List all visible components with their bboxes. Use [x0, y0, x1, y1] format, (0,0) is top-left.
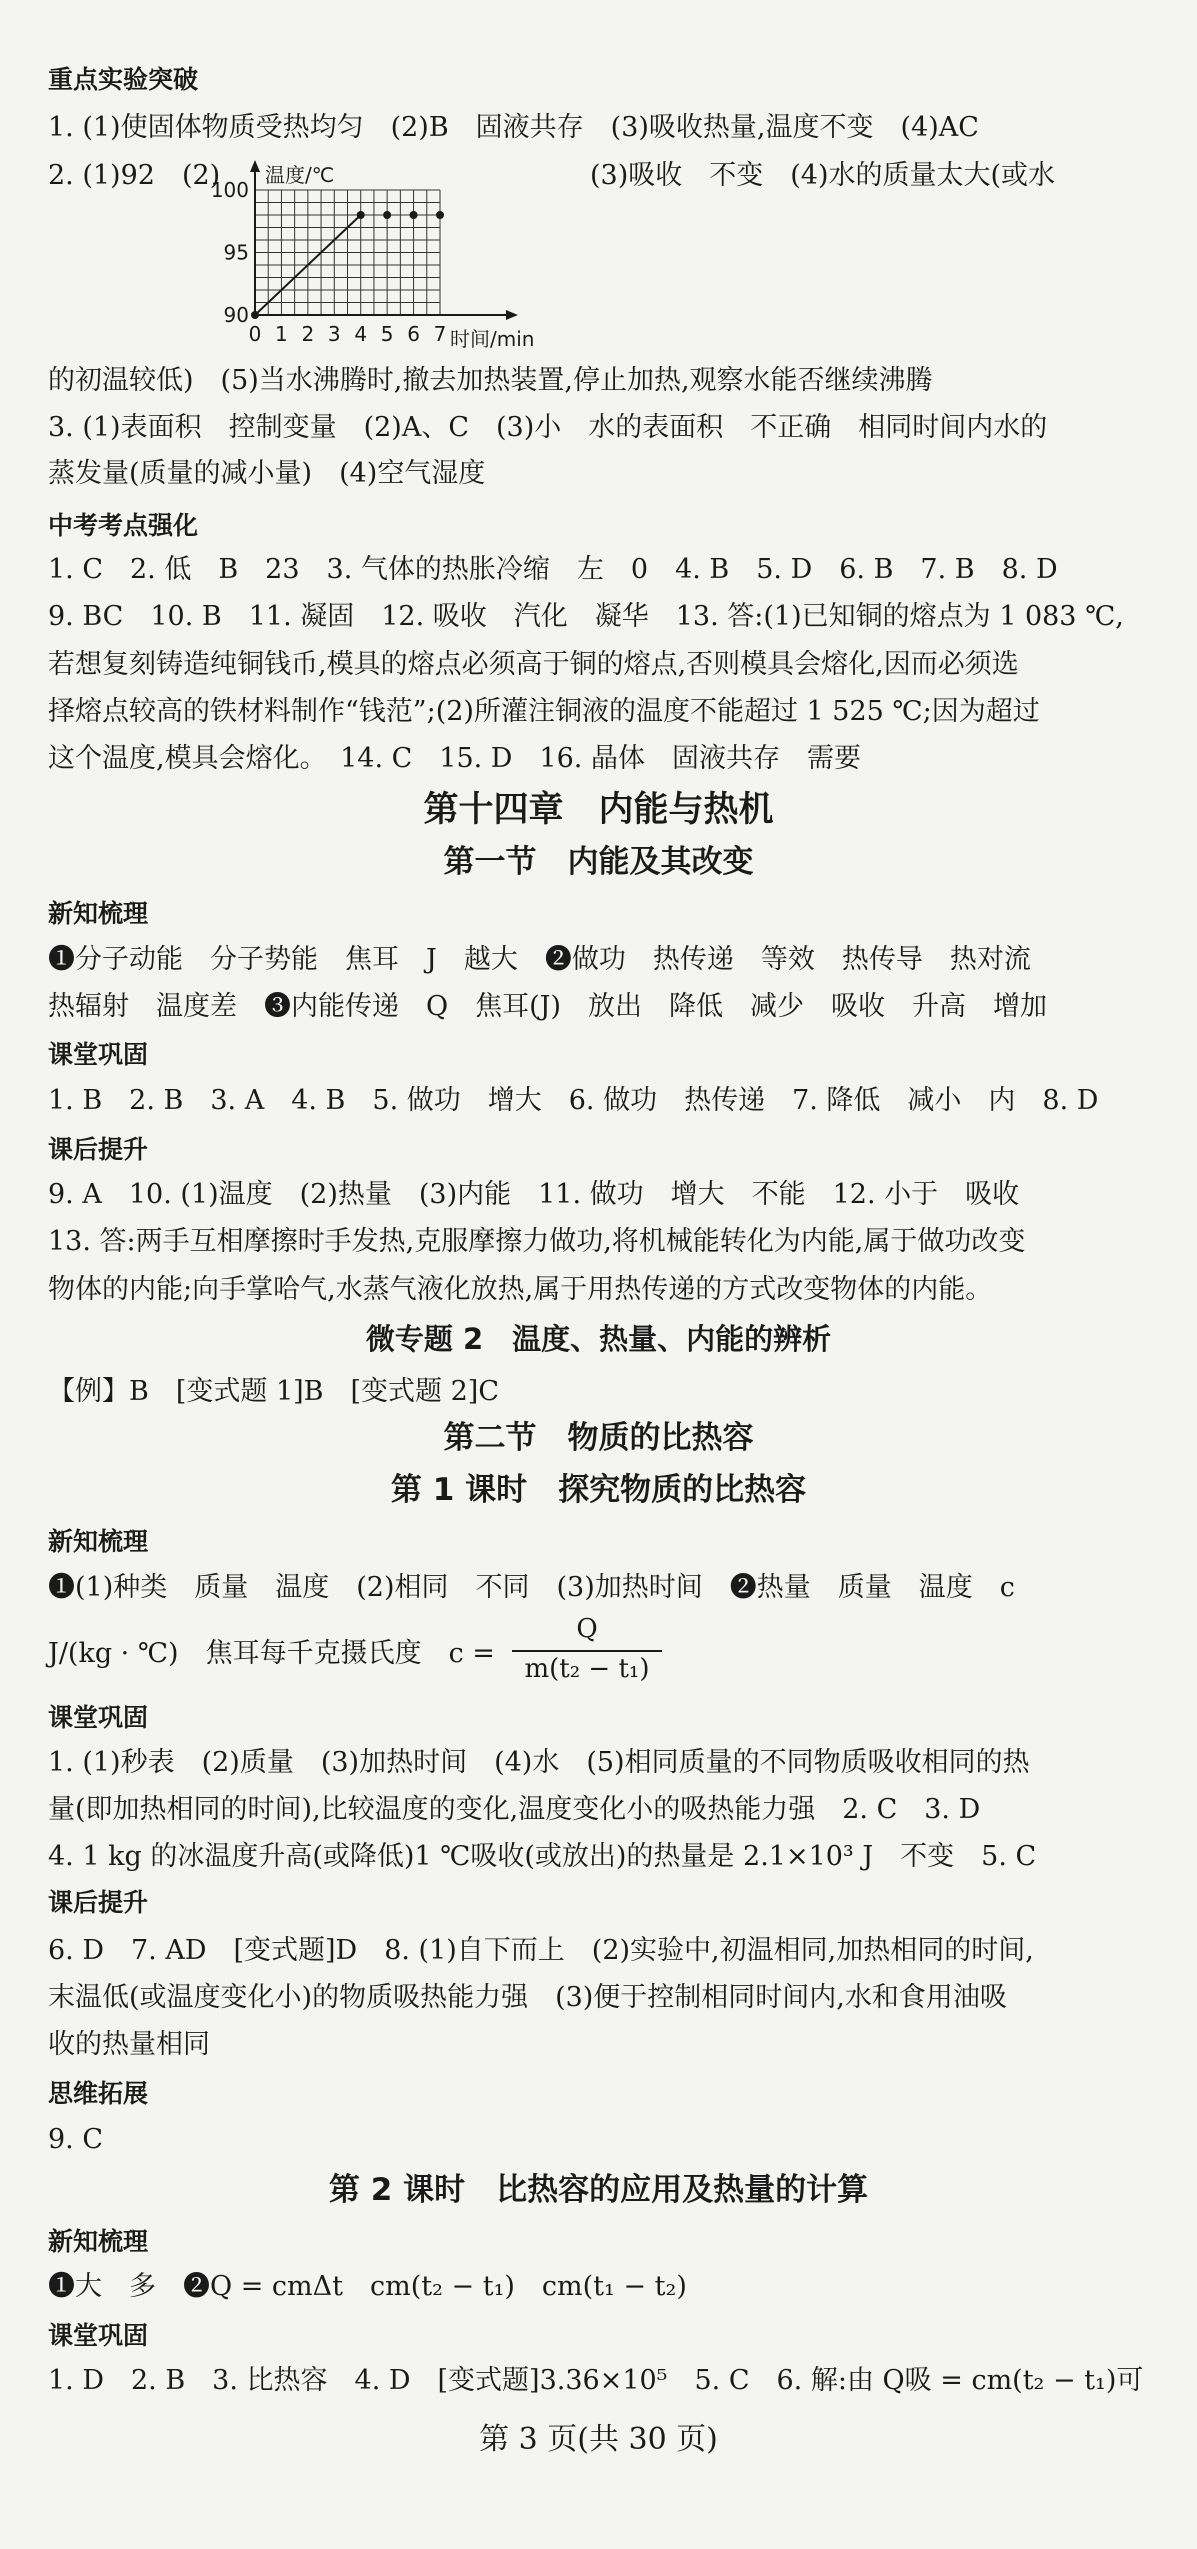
- chart-y-ticks: [211, 178, 249, 327]
- answer-line: 量(即加热相同的时间),比较温度的变化,温度变化小的吸热能力强 2. C 3. D: [48, 1794, 981, 1825]
- answer-line: 1. (1)使固体物质受热均匀 (2)B 固液共存 (3)吸收热量,温度不变 (4)AC: [48, 112, 979, 143]
- answer-line: 9. BC 10. B 11. 凝固 12. 吸收 汽化 凝华 13. 答:(1)已知铜的熔点为 1 083 ℃,: [48, 601, 1124, 632]
- chart-x-ticks: [249, 322, 447, 346]
- x-axis-arrow: [506, 310, 518, 320]
- answer-line: 收的热量相同: [48, 2029, 210, 2060]
- answer-line: 若想复刻铸造纯铜钱币,模具的熔点必须高于铜的熔点,否则模具会熔化,因而必须选: [48, 649, 1019, 680]
- data-point: [251, 311, 259, 319]
- formula-denominator: m(t₂ − t₁): [512, 1650, 662, 1684]
- x-tick-label: 7: [433, 322, 447, 346]
- answer-line: 的初温较低) (5)当水沸腾时,撤去加热装置,停止加热,观察水能否继续沸腾: [48, 365, 933, 396]
- formula-numerator: Q: [576, 1614, 598, 1644]
- answer-line: 末温低(或温度变化小)的物质吸热能力强 (3)便于控制相同时间内,水和食用油吸: [48, 1982, 1007, 2013]
- x-tick-label: 4: [354, 322, 368, 346]
- section-exam-points: 中考考点强化: [48, 511, 199, 540]
- chart-ylabel: 温度/℃: [265, 163, 335, 187]
- lesson-title: 第 1 课时 探究物质的比热容: [390, 1472, 807, 1508]
- data-point: [383, 211, 391, 219]
- section-key-experiments: 重点实验突破: [48, 65, 199, 94]
- temperature-time-chart: [210, 160, 560, 360]
- section-class-review: 课堂巩固: [48, 2321, 149, 2350]
- x-tick-label: 6: [407, 322, 420, 346]
- chart-grid: [255, 190, 440, 315]
- section-thinking: 思维拓展: [48, 2079, 149, 2108]
- answer-line: 1. C 2. 低 B 23 3. 气体的热胀冷缩 左 0 4. B 5. D 6. B 7. B 8. D: [48, 554, 1058, 585]
- y-tick-label: 95: [223, 240, 249, 265]
- data-point: [357, 211, 365, 219]
- data-point: [410, 211, 418, 219]
- answer-line: ❶大 多 ❷Q = cmΔt cm(t₂ − t₁) cm(t₁ − t₂): [48, 2271, 687, 2302]
- answer-line: 物体的内能;向手掌哈气,水蒸气液化放热,属于用热传递的方式改变物体的内能。: [48, 1274, 993, 1305]
- answer-line: J/(kg · ℃) 焦耳每千克摄氏度 c =: [48, 1638, 495, 1669]
- x-tick-label: 5: [380, 322, 394, 346]
- section-after-class: 课后提升: [48, 1135, 149, 1164]
- x-tick-label: 3: [327, 322, 341, 346]
- answer-line: 1. B 2. B 3. A 4. B 5. 做功 增大 6. 做功 热传递 7. 降低 减小 内 8. D: [48, 1085, 1099, 1116]
- x-tick-label: 0: [248, 322, 262, 346]
- chapter-title: 第十四章 内能与热机: [423, 790, 774, 830]
- answer-line: 择熔点较高的铁材料制作“钱范”;(2)所灌注铜液的温度不能超过 1 525 ℃;因为超过: [48, 696, 1040, 727]
- answer-line: (3)吸收 不变 (4)水的质量太大(或水: [590, 160, 1056, 191]
- answer-line: 9. A 10. (1)温度 (2)热量 (3)内能 11. 做功 增大 不能 12. 小于 吸收: [48, 1179, 1020, 1210]
- micro-topic-title: 微专题 2 温度、热量、内能的辨析: [365, 1322, 832, 1356]
- section-class-review: 课堂巩固: [48, 1040, 149, 1069]
- answer-line: 2. (1)92 (2): [48, 160, 221, 191]
- section-new-knowledge: 新知梳理: [48, 1527, 149, 1556]
- section-class-review: 课堂巩固: [48, 1703, 149, 1732]
- y-tick-label: 100: [210, 178, 249, 202]
- data-point: [436, 211, 444, 219]
- page-footer: 第 3 页(共 30 页): [479, 2422, 718, 2457]
- section-title: 第一节 内能及其改变: [443, 844, 754, 880]
- answer-line: 1. (1)秒表 (2)质量 (3)加热时间 (4)水 (5)相同质量的不同物质吸收相同的热: [48, 1747, 1030, 1778]
- section-new-knowledge: 新知梳理: [48, 899, 149, 928]
- y-axis-arrow: [250, 160, 260, 172]
- y-tick-label: 90: [223, 303, 249, 327]
- lesson-title: 第 2 课时 比热容的应用及热量的计算: [328, 2172, 869, 2208]
- answer-line: 13. 答:两手互相摩擦时手发热,克服摩擦力做功,将机械能转化为内能,属于做功改变: [48, 1226, 1026, 1257]
- section-new-knowledge: 新知梳理: [48, 2227, 149, 2256]
- section-title: 第二节 物质的比热容: [443, 1420, 754, 1456]
- answer-line: 这个温度,模具会熔化。 14. C 15. D 16. 晶体 固液共存 需要: [48, 743, 861, 774]
- answer-line: 9. C: [48, 2124, 104, 2155]
- chart-xlabel: 时间/min: [450, 327, 535, 351]
- answer-line: ❶分子动能 分子势能 焦耳 J 越大 ❷做功 热传递 等效 热传导 热对流: [48, 944, 1031, 975]
- answer-line: 1. D 2. B 3. 比热容 4. D [变式题]3.36×10⁵ 5. C 6. 解:由 Q吸 = cm(t₂ − t₁)可: [48, 2365, 1144, 2396]
- answer-line: 3. (1)表面积 控制变量 (2)A、C (3)小 水的表面积 不正确 相同时间内水的: [48, 412, 1048, 443]
- answer-line: 4. 1 kg 的冰温度升高(或降低)1 ℃吸收(或放出)的热量是 2.1×10³ J 不变 5. C: [48, 1841, 1037, 1872]
- answer-line: 蒸发量(质量的减小量) (4)空气湿度: [48, 458, 486, 489]
- answer-line: 【例】B [变式题 1]B [变式题 2]C: [48, 1376, 499, 1407]
- answer-line: 热辐射 温度差 ❸内能传递 Q 焦耳(J) 放出 降低 减少 吸收 升高 增加: [48, 991, 1048, 1022]
- section-after-class: 课后提升: [48, 1888, 149, 1917]
- x-tick-label: 2: [301, 322, 315, 346]
- x-tick-label: 1: [275, 322, 288, 346]
- answer-line: 6. D 7. AD [变式题]D 8. (1)自下而上 (2)实验中,初温相同,加热相同的时间,: [48, 1935, 1034, 1966]
- answer-line: ❶(1)种类 质量 温度 (2)相同 不同 (3)加热时间 ❷热量 质量 温度 c: [48, 1572, 1015, 1603]
